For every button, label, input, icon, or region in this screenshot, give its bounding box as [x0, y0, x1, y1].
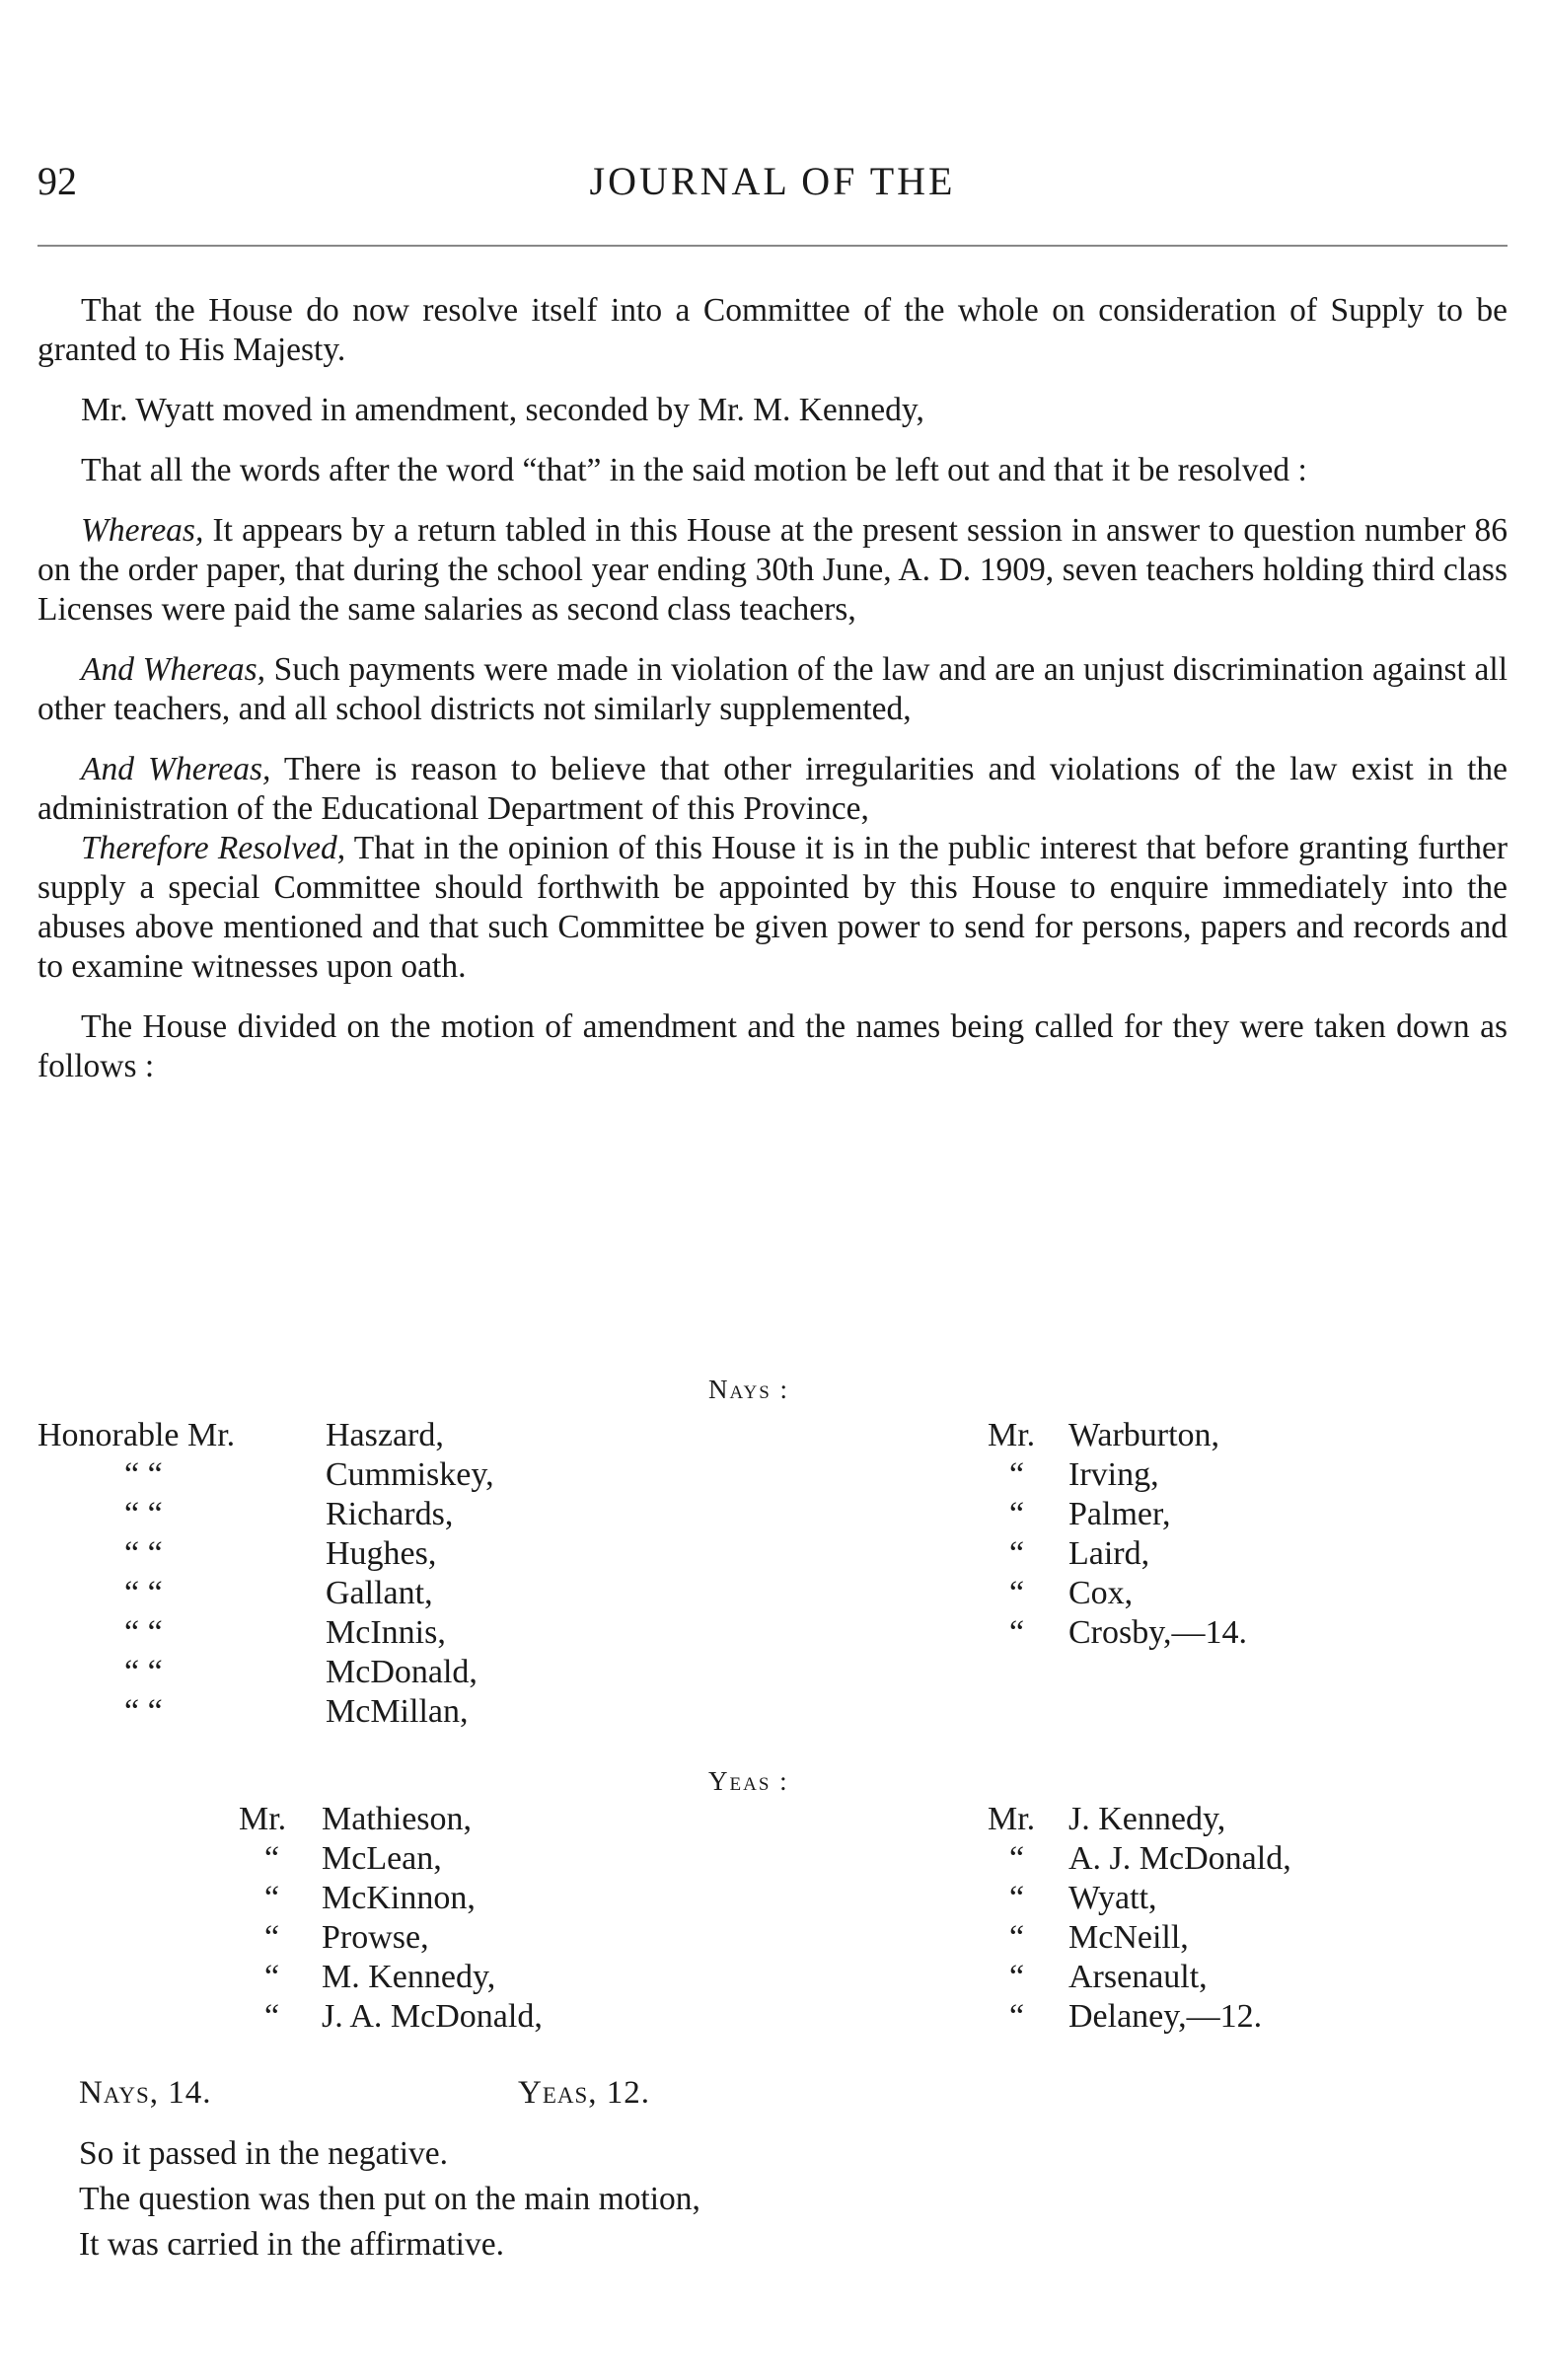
resolved-paragraph [37, 829, 1508, 987]
vote-entry: “ A. J. McDonald, [1009, 1840, 1291, 1877]
yeas-total: Yeas, 12. [518, 2075, 651, 2111]
page-header [37, 158, 1508, 217]
division-paragraph: The House divided on the motion of amendment and the names being called for they were taken down as follows : [37, 1008, 1508, 1084]
vote-entry: “ Laird, [1009, 1535, 1150, 1572]
nays-total: Nays, 14. [79, 2075, 212, 2111]
page-number: 92 [37, 159, 77, 203]
whereas-1-text: It appears by a return tabled in this House at the present session in answer to question number 86 on the order paper, that during the school year ending 30th June, A. D. 1909, seven teachers holding third class Licenses were paid the same salaries as second class teachers, [37, 512, 1508, 628]
vote-entry: “ “ Hughes, [124, 1535, 437, 1572]
vote-entry: “ Cox, [1009, 1575, 1134, 1611]
whereas-2-lead: And Whereas, [81, 651, 265, 688]
resolved-lead: Therefore Resolved, [81, 830, 346, 866]
running-title: JOURNAL OF THE [589, 159, 956, 203]
vote-entry: “ Crosby,—14. [1009, 1614, 1248, 1651]
vote-entry: “ McNeill, [1009, 1919, 1189, 1956]
vote-entry: Mr. J. Kennedy, [988, 1801, 1226, 1837]
closing-line-2: The question was then put on the main motion, [79, 2181, 700, 2217]
whereas-2-text: Such payments were made in violation of the law and are an unjust discrimination against all other teachers, and all school districts not similarly supplemented, [37, 651, 1508, 727]
resolved-text: That in the opinion of this House it is in the public interest that before granting further supply a special Committee should forthwith be appointed by this House to enquire immediately into the abuses above mentioned and that such Committee be given power to send for persons, papers and records and to examine witnesses upon oath. [37, 830, 1508, 985]
amendment-paragraph: Mr. Wyatt moved in amendment, seconded by Mr. M. Kennedy, [81, 392, 924, 428]
vote-entry: “ Wyatt, [1009, 1880, 1157, 1916]
nays-right-column [988, 1416, 1247, 1653]
closing-line-3: It was carried in the affirmative. [79, 2226, 504, 2263]
closing-lines [79, 2131, 700, 2268]
vote-entry: “ McLean, [264, 1840, 442, 1877]
whereas-3-text: There is reason to believe that other irregularities and violations of the law exist in the administration of the Educational Department of this Province, [37, 751, 1508, 827]
vote-entry: “ McKinnon, [264, 1880, 476, 1916]
vote-entry: “ Arsenault, [1009, 1959, 1208, 1995]
whereas-1-lead: Whereas, [81, 512, 204, 549]
vote-entry: “ “ McInnis, [124, 1614, 446, 1651]
vote-entry: “ “ McMillan, [124, 1693, 469, 1730]
whereas-2 [37, 650, 1508, 729]
journal-body [37, 291, 1508, 1107]
yeas-right-column [988, 1800, 1291, 2037]
whereas-3 [37, 750, 1508, 829]
vote-entry: “ Irving, [1009, 1456, 1159, 1493]
nays-left-column [37, 1416, 494, 1732]
header-rule [37, 245, 1508, 247]
vote-entry: “ Delaney,—12. [1009, 1998, 1263, 2035]
vote-entry: Mr. Warburton, [988, 1417, 1220, 1453]
vote-entry: “ J. A. McDonald, [264, 1998, 543, 2035]
vote-entry: “ Palmer, [1009, 1496, 1171, 1532]
vote-entry: “ “ Cummiskey, [124, 1456, 494, 1493]
whereas-3-lead: And Whereas, [81, 751, 271, 787]
yeas-heading: Yeas : [708, 1766, 789, 1796]
motion-paragraph: That the House do now resolve itself into a Committee of the whole on consideration of Supply to be granted to His Majesty. [37, 292, 1508, 368]
whereas-1 [37, 511, 1508, 630]
yeas-left-column [239, 1800, 543, 2037]
vote-totals [79, 2075, 650, 2112]
vote-entry: Mr. Mathieson, [239, 1801, 473, 1837]
vote-entry: “ “ McDonald, [124, 1654, 478, 1690]
vote-entry: Honorable Mr. Haszard, [37, 1417, 444, 1453]
vote-entry: “ “ Richards, [124, 1496, 454, 1532]
vote-entry: “ M. Kennedy, [264, 1959, 496, 1995]
resolution-intro: That all the words after the word “that” in the said motion be left out and that it be resolved : [81, 452, 1307, 488]
nays-heading: Nays : [708, 1375, 790, 1404]
vote-entry: “ Prowse, [264, 1919, 429, 1956]
vote-entry: “ “ Gallant, [124, 1575, 433, 1611]
closing-line-1: So it passed in the negative. [79, 2135, 449, 2172]
